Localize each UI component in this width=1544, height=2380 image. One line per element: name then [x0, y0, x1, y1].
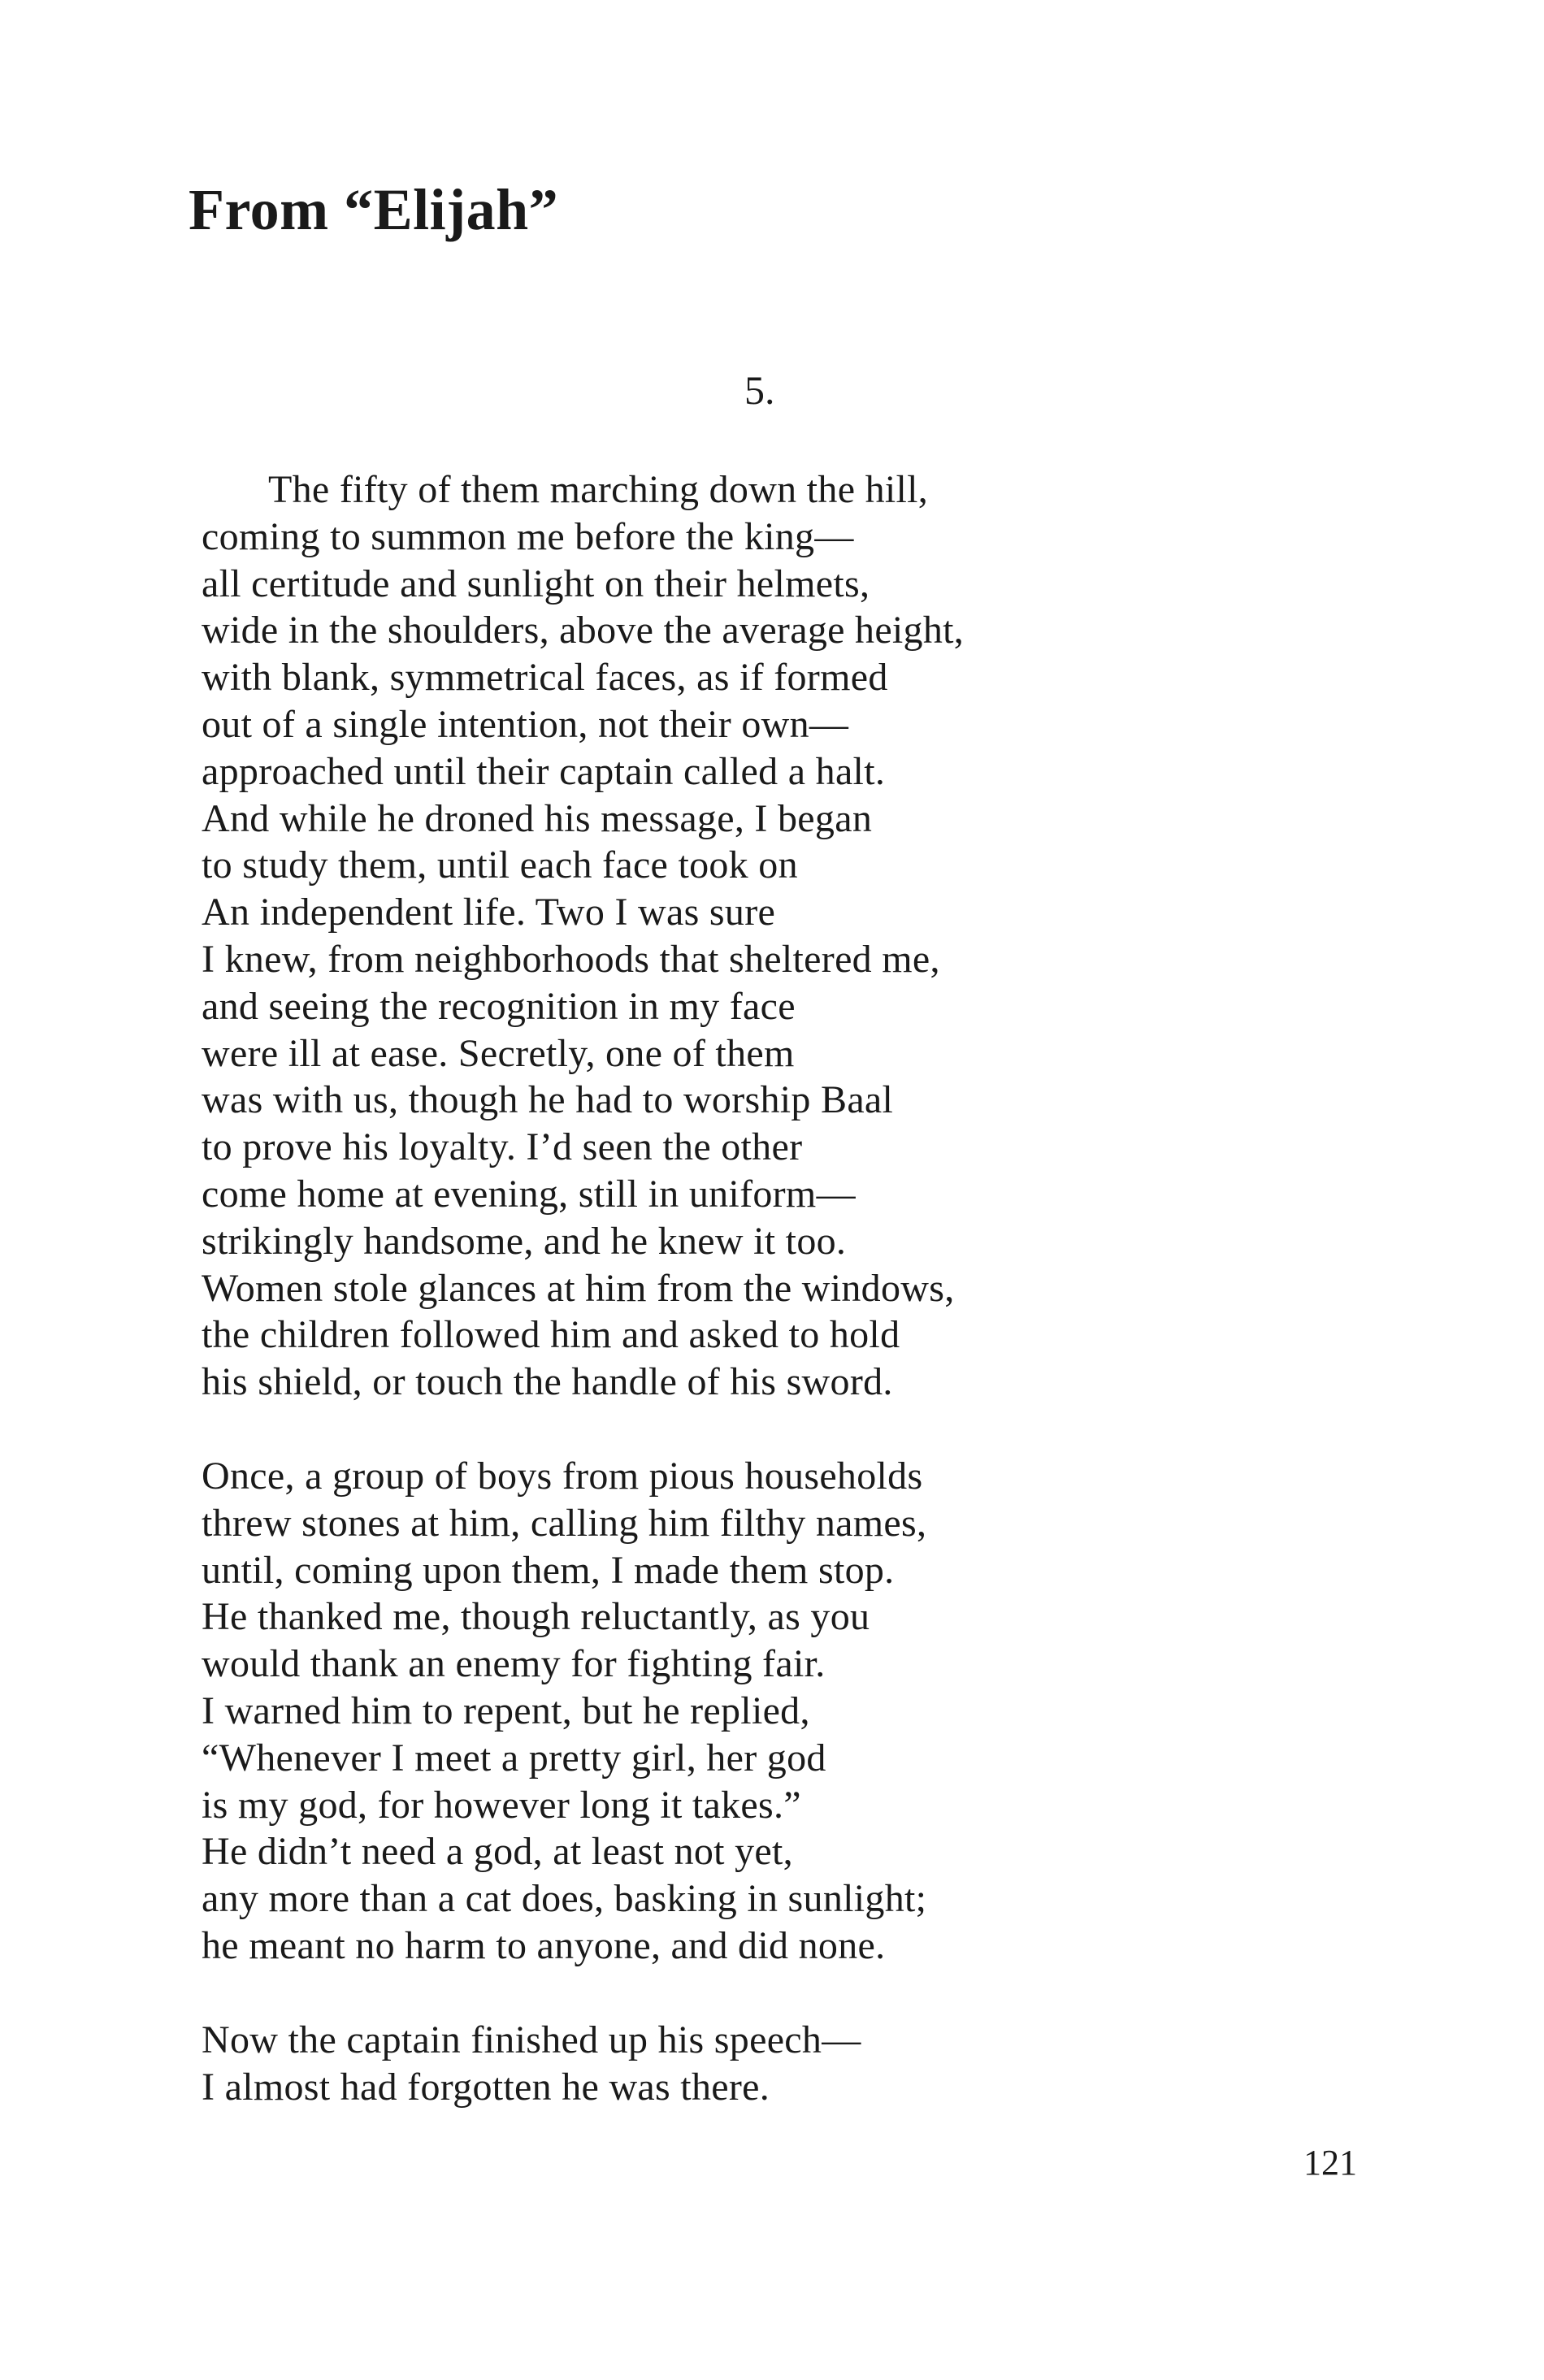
poem-body [202, 466, 1469, 2110]
poem-line: I knew, from neighborhoods that sheltered me, [202, 937, 940, 981]
poem-line: out of a single intention, not their own— [202, 702, 849, 746]
poem-line: wide in the shoulders, above the average height, [202, 609, 965, 652]
poem-line: any more than a cat does, basking in sunlight; [202, 1877, 927, 1921]
poem-line: were ill at ease. Secretly, one of them [202, 1031, 795, 1075]
poem-line: strikingly handsome, and he knew it too. [202, 1219, 847, 1263]
poem-line: “Whenever I meet a pretty girl, her god [202, 1736, 826, 1780]
poem-line: would thank an enemy for fighting fair. [202, 1642, 826, 1686]
poem-line: Now the captain finished up his speech— [202, 2018, 861, 2061]
poem-line: is my god, for however long it takes.” [202, 1783, 801, 1827]
poem-line: all certitude and sunlight on their helmets, [202, 561, 870, 605]
poem-line: He didn’t need a god, at least not yet, [202, 1830, 793, 1874]
poem-line: And while he droned his message, I began [202, 796, 873, 840]
poem-line: he meant no harm to anyone, and did none. [202, 1923, 886, 1967]
stanza-2 [202, 1453, 1469, 1970]
poem-line: approached until their captain called a halt. [202, 749, 886, 793]
poem-line: He thanked me, though reluctantly, as you [202, 1595, 870, 1639]
poem-line: his shield, or touch the handle of his sword. [202, 1360, 893, 1404]
poem-line: to study them, until each face took on [202, 843, 798, 887]
poem-line: come home at evening, still in uniform— [202, 1172, 856, 1216]
poem-line: An independent life. Two I was sure [202, 891, 776, 934]
poem-line: and seeing the recognition in my face [202, 984, 796, 1028]
poem-line: the children followed him and asked to hold [202, 1313, 900, 1357]
poem-line: The fifty of them marching down the hill, [268, 468, 929, 511]
poem-line: to prove his loyalty. I’d seen the other [202, 1125, 803, 1169]
poem-line: with blank, symmetrical faces, as if formed [202, 656, 888, 700]
poem-line: threw stones at him, calling him filthy names, [202, 1501, 927, 1545]
stanza-1 [202, 466, 1469, 1406]
page-number: 121 [1303, 2143, 1357, 2183]
poem-line: was with us, though he had to worship Baal [202, 1078, 894, 1122]
poem-line: I warned him to repent, but he replied, [202, 1689, 810, 1732]
poem-line: coming to summon me before the king— [202, 514, 854, 558]
page-title: From “Elijah” [189, 177, 559, 242]
section-number: 5. [744, 367, 775, 413]
poem-line: Once, a group of boys from pious households [202, 1454, 923, 1498]
stanza-3 [202, 2017, 1469, 2111]
poem-line: until, coming upon them, I made them stop. [202, 1548, 895, 1592]
poem-line: Women stole glances at him from the windows, [202, 1266, 955, 1310]
poem-line: I almost had forgotten he was there. [202, 2065, 770, 2109]
